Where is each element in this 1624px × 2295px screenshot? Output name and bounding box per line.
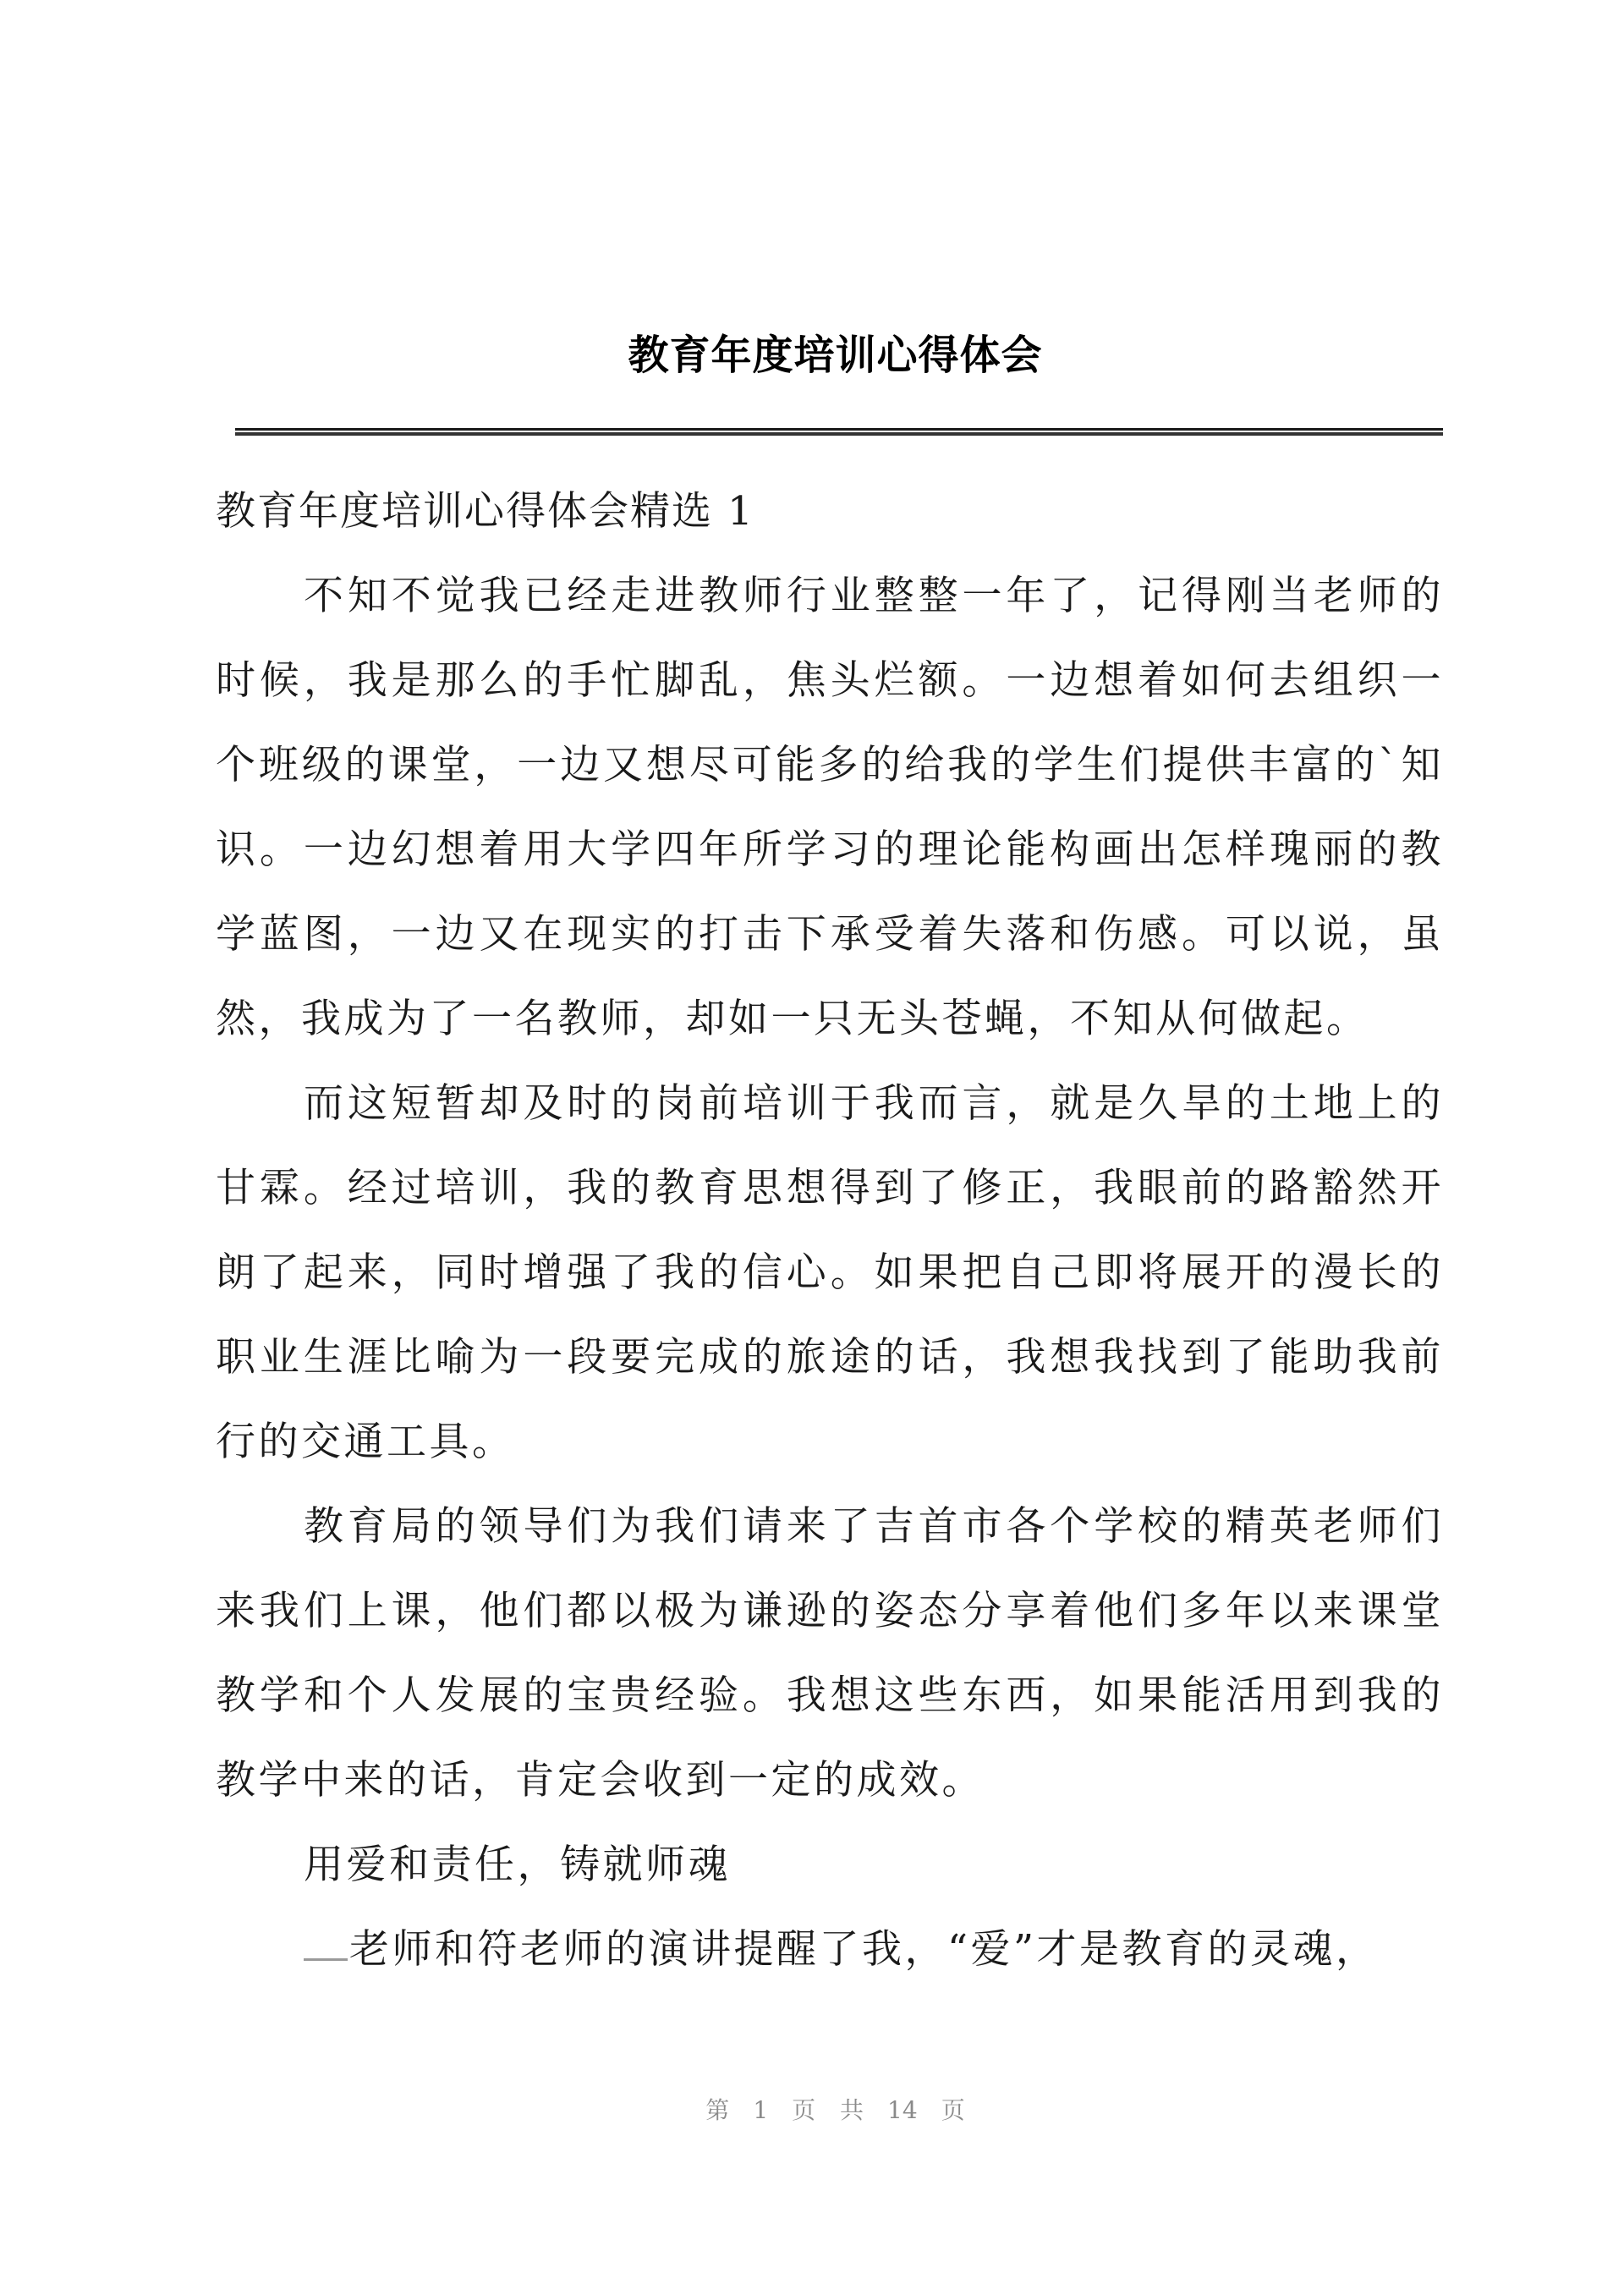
footer-prefix: 第	[705, 2096, 730, 2124]
footer-suffix: 页	[941, 2096, 965, 2124]
paragraph-5-text: 老师和符老师的演讲提醒了我，“爱”才是教育的灵魂，	[349, 1926, 1379, 1973]
document-title: 教育年度培训心得体会	[628, 332, 1043, 379]
document-body	[216, 469, 1444, 1992]
blank-fill-underline	[304, 1958, 348, 1961]
footer-current-page: 1	[753, 2096, 769, 2124]
paragraph-2: 而这短暂却及时的岗前培训于我而言，就是久旱的土地上的甘霖。经过培训，我的教育思想得到了修正，我眼前的路豁然开朗了起来，同时增强了我的信心。如果把自己即将展开的漫长的职业生涯比喻为一段要完成的旅途的话，我想我找到了能助我前行的交通工具。	[216, 1080, 1444, 1465]
page-footer	[0, 2089, 1624, 2132]
paragraph-subheading: 用爱和责任，铸就师魂	[304, 1842, 731, 1888]
paragraph-3: 教育局的领导们为我们请来了吉首市各个学校的精英老师们来我们上课，他们都以极为谦逊的姿态分享着他们多年以来课堂教学和个人发展的宝贵经验。我想这些东西，如果能活用到我的教学中来的话，肯定会收到一定的成效。	[216, 1503, 1444, 1804]
footer-total-pages: 14	[887, 2096, 918, 2124]
footer-mid: 页 共	[792, 2096, 864, 2124]
title-double-rule-divider	[235, 428, 1443, 431]
paragraph-5	[216, 1908, 1444, 1992]
paragraph-1: 不知不觉我已经走进教师行业整整一年了，记得刚当老师的时候，我是那么的手忙脚乱，焦头烂额。一边想着如何去组织一个班级的课堂，一边又想尽可能多的给我的学生们提供丰富的`知识。一边幻想着用大学四年所学习的理论能构画出怎样瑰丽的教学蓝图，一边又在现实的打击下承受着失落和伤感。可以说，虽然，我成为了一名教师，却如一只无头苍蝇，不知从何做起。	[216, 573, 1444, 1042]
section-heading: 教育年度培训心得体会精选 1	[216, 488, 754, 535]
